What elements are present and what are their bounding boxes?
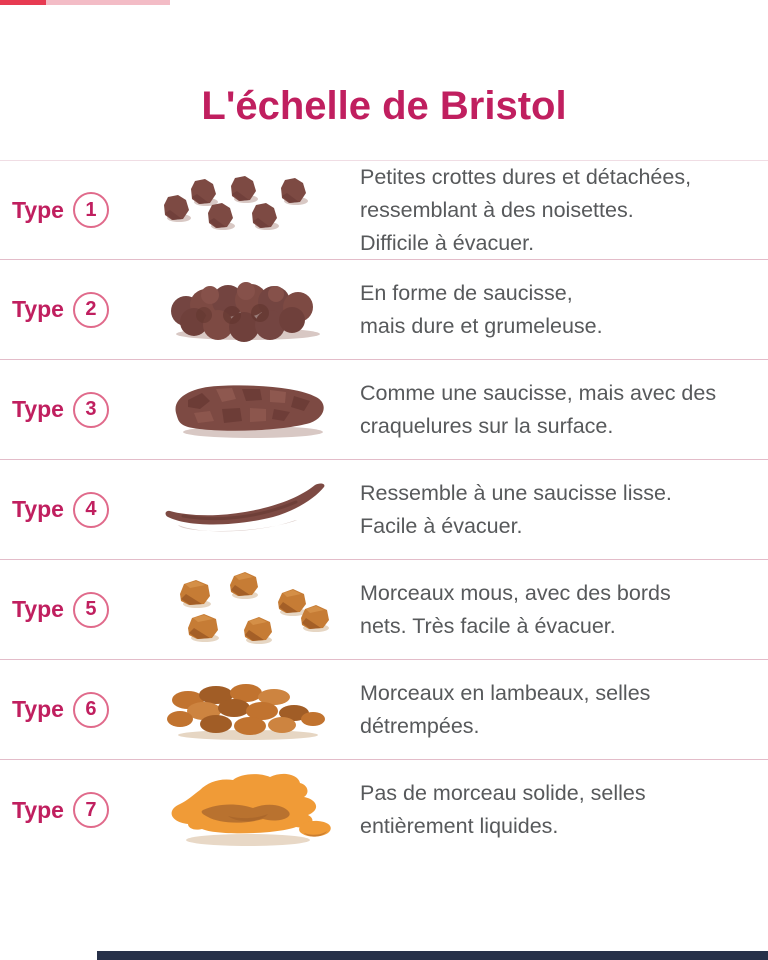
type-6-number-badge: 6 [73, 692, 109, 728]
type-4-description [360, 477, 768, 543]
description-line: Facile à évacuer. [360, 513, 523, 538]
type-7-label-group [0, 792, 136, 828]
type-2-description [360, 277, 768, 343]
type-7-illustration [136, 768, 360, 852]
description-line: nets. Très facile à évacuer. [360, 613, 616, 638]
type-5-illustration [136, 571, 360, 649]
type-7-description [360, 777, 768, 843]
description-line: Petites crottes dures et détachées, [360, 164, 692, 189]
type-7-number-badge: 7 [73, 792, 109, 828]
smooth-sausage-icon [158, 475, 338, 545]
type-2-label-group [0, 292, 136, 328]
type-2-illustration [136, 275, 360, 345]
type-5-description [360, 577, 768, 643]
page-title: L'échelle de Bristol [201, 84, 567, 128]
type-5-label: Type [12, 596, 64, 622]
type-6-label-group [0, 692, 136, 728]
type-5-number-badge: 5 [73, 592, 109, 628]
liquid-stool-icon [158, 768, 338, 852]
type-6-illustration [136, 675, 360, 745]
type-4-label: Type [12, 496, 64, 522]
description-line: Comme une saucisse, mais avec des [360, 380, 717, 405]
type-3-label: Type [12, 396, 64, 422]
top-bar-red-segment [0, 0, 46, 5]
type-4-illustration [136, 475, 360, 545]
type-5-label-group [0, 592, 136, 628]
description-line: mais dure et grumeleuse. [360, 313, 603, 338]
six-hard-lumps-icon [158, 174, 338, 246]
cracked-sausage-icon [158, 375, 338, 445]
type-2-row [0, 260, 768, 360]
top-bar-pink-segment [46, 0, 170, 5]
type-2-number-badge: 2 [73, 292, 109, 328]
description-line: Morceaux en lambeaux, selles [360, 680, 651, 705]
bristol-scale-table [0, 160, 768, 860]
description-line: entièrement liquides. [360, 814, 559, 838]
type-6-label: Type [12, 696, 64, 722]
description-line: détrempées. [360, 713, 480, 738]
type-6-row [0, 660, 768, 760]
type-7-label: Type [12, 796, 64, 823]
soft-blobs-icon [158, 571, 338, 649]
type-5-row [0, 560, 768, 660]
type-3-illustration [136, 375, 360, 445]
type-1-description [360, 161, 768, 260]
type-1-row [0, 160, 768, 260]
description-line: craquelures sur la surface. [360, 413, 614, 438]
type-1-illustration [136, 174, 360, 246]
type-2-label: Type [12, 296, 64, 322]
description-line: Pas de morceau solide, selles [360, 781, 646, 805]
type-1-label-group [0, 192, 136, 228]
type-3-label-group [0, 392, 136, 428]
type-4-label-group [0, 492, 136, 528]
type-3-number-badge: 3 [73, 392, 109, 428]
description-line: Difficile à évacuer. [360, 230, 535, 255]
type-1-number-badge: 1 [73, 192, 109, 228]
description-line: Ressemble à une saucisse lisse. [360, 480, 672, 505]
type-3-row [0, 360, 768, 460]
type-4-number-badge: 4 [73, 492, 109, 528]
top-progress-bar [0, 0, 170, 5]
lumpy-sausage-icon [158, 275, 338, 345]
mushy-pieces-icon [158, 675, 338, 745]
description-line: Morceaux mous, avec des bords [360, 580, 671, 605]
type-7-row [0, 760, 768, 860]
type-4-row [0, 460, 768, 560]
bottom-bar [97, 951, 768, 960]
type-1-label: Type [12, 196, 64, 223]
description-line: En forme de saucisse, [360, 280, 573, 305]
description-line: ressemblant à des noisettes. [360, 197, 634, 222]
type-6-description [360, 677, 768, 743]
type-3-description [360, 377, 768, 443]
